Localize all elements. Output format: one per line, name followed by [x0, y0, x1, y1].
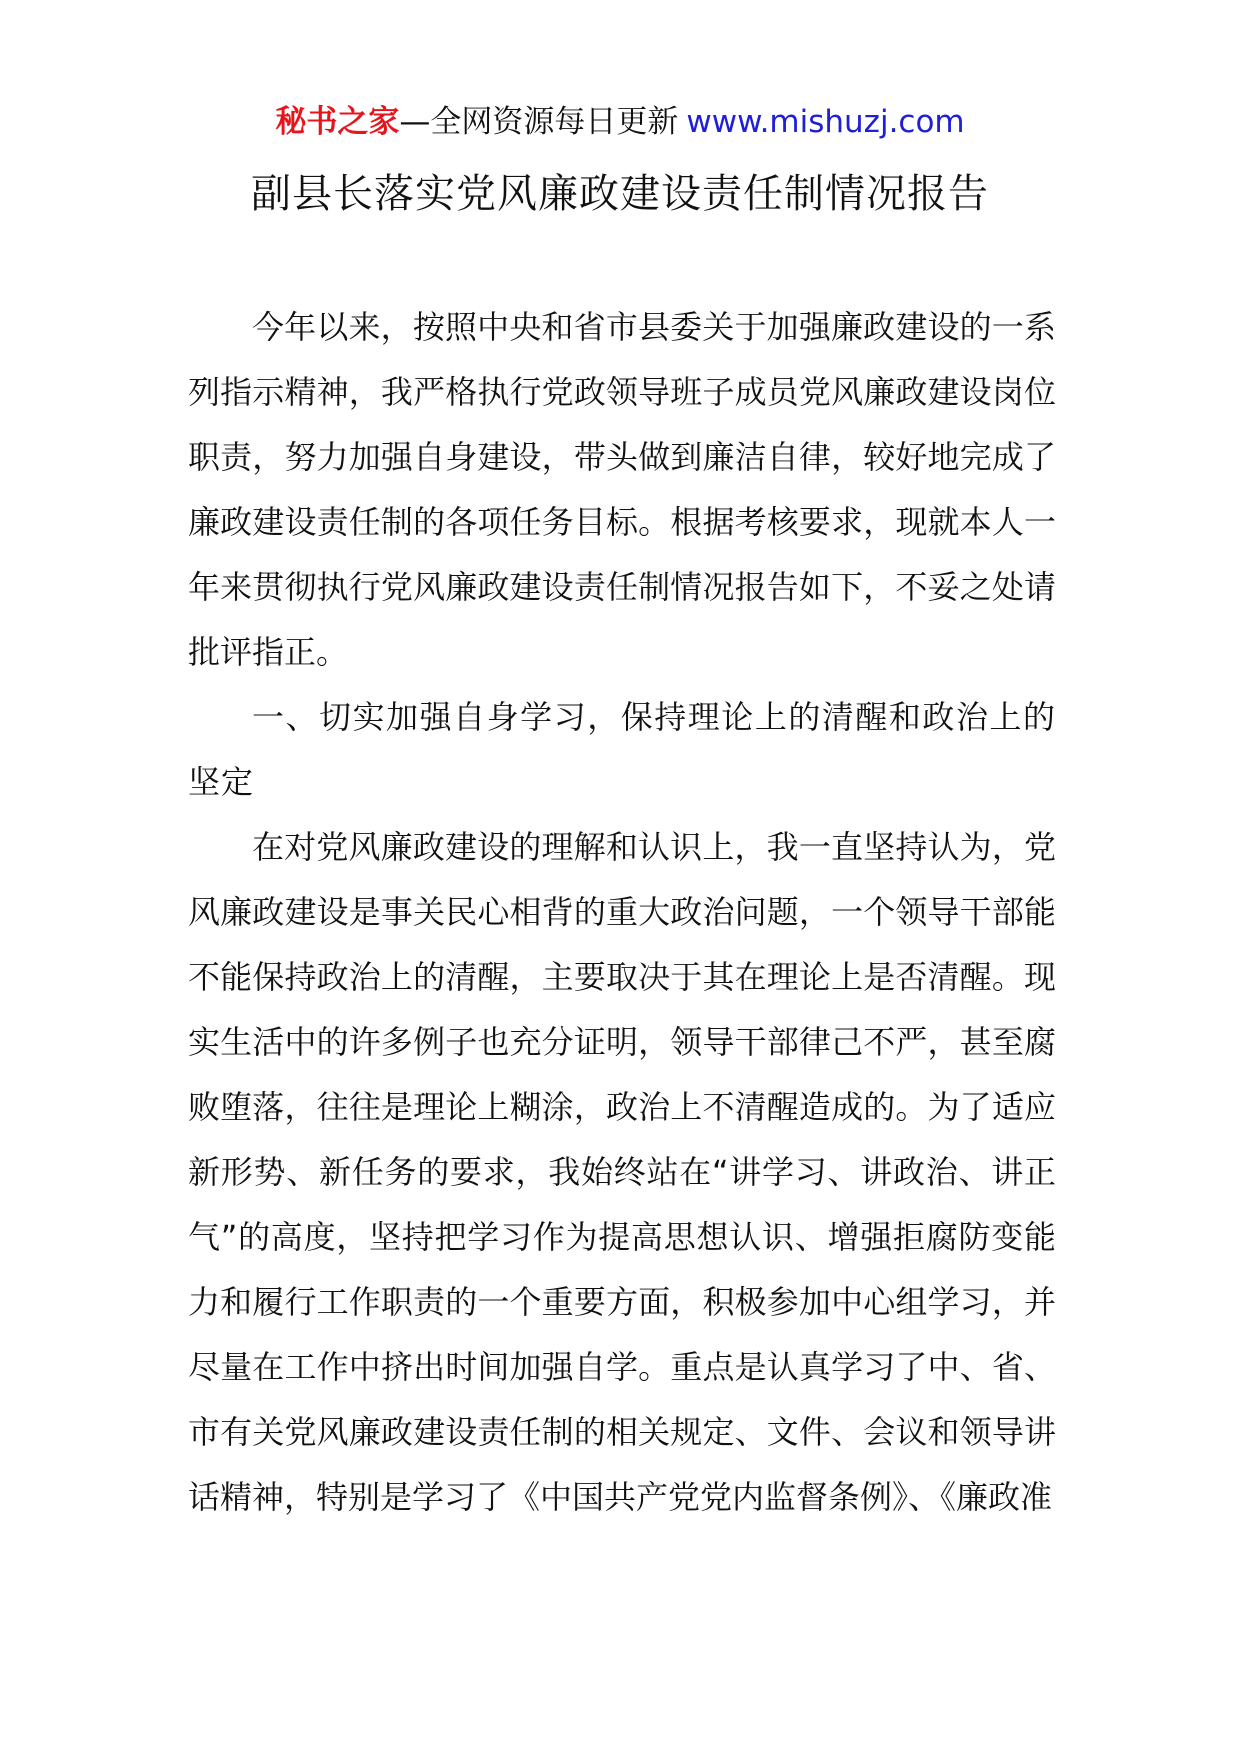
- site-brand: 秘书之家: [275, 104, 400, 140]
- site-header: [0, 100, 1240, 144]
- body-paragraph: 在对党风廉政建设的理解和认识上，我一直坚持认为，党风廉政建设是事关民心相背的重大政治问题，一个领导干部能不能保持政治上的清醒，主要取决于其在理论上是否清醒。现实生活中的许多例子也充分证明，领导干部律己不严，甚至腐败堕落，往往是理论上糊涂，政治上不清醒造成的。为了适应新形势、新任务的要求，我始终站在“讲学习、讲政治、讲正气”的高度，坚持把学习作为提高思想认识、增强拒腐防变能力和履行工作职责的一个重要方面，积极参加中心组学习，并尽量在工作中挤出时间加强自学。重点是认真学习了中、省、市有关党风廉政建设责任制的相关规定、文件、会议和领导讲话精神，特别是学习了《中国共产党党内监督条例》、《廉政准: [188, 828, 1056, 1516]
- intro-paragraph: 今年以来，按照中央和省市县委关于加强廉政建设的一系列指示精神，我严格执行党政领导班子成员党风廉政建设岗位职责，努力加强自身建设，带头做到廉洁自律，较好地完成了廉政建设责任制的各项任务目标。根据考核要求，现就本人一年来贯彻执行党风廉政建设责任制情况报告如下，不妥之处请批评指正。: [188, 308, 1056, 671]
- site-tagline: —全网资源每日更新: [399, 104, 679, 140]
- site-url-link[interactable]: www.mishuzj.com: [686, 104, 965, 140]
- document-title: 副县长落实党风廉政建设责任制情况报告: [251, 171, 989, 217]
- document-body: [188, 295, 1056, 1530]
- section-heading: 一、切实加强自身学习，保持理论上的清醒和政治上的坚定: [188, 698, 1056, 801]
